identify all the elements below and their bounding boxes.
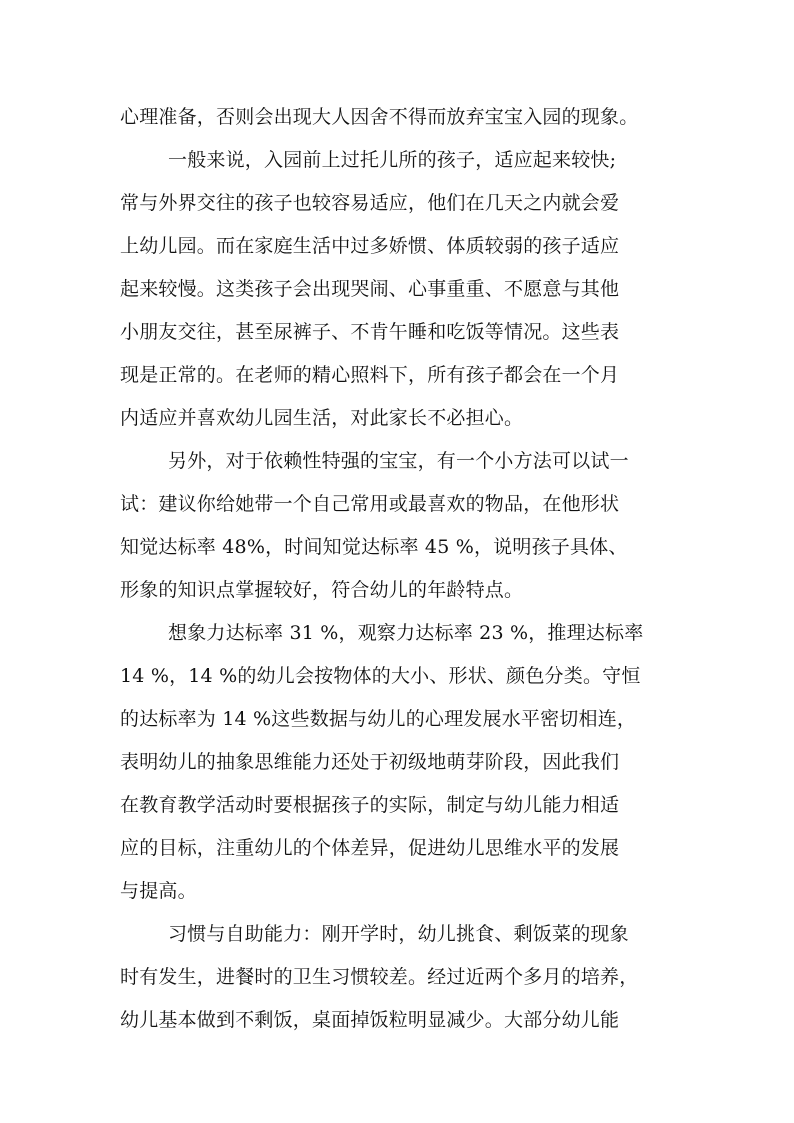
text-line-7: 现是正常的。在老师的精心照料下，所有孩子都会在一个月 <box>120 364 620 386</box>
text-line-14: 14 %，14 %的幼儿会按物体的大小、形状、颜色分类。守恒 <box>120 665 641 687</box>
text-line-1: 心理准备，否则会出现大人因舍不得而放弃宝宝入园的现象。 <box>120 106 639 128</box>
text-line-19: 与提高。 <box>120 880 197 902</box>
text-line-9: 另外，对于依赖性特强的宝宝，有一个小方法可以试一 <box>168 450 629 472</box>
text-line-18: 应的目标，注重幼儿的个体差异，促进幼儿思维水平的发展 <box>120 837 620 859</box>
text-line-6: 小朋友交往，甚至尿裤子、不肯午睡和吃饭等情况。这些表 <box>120 321 620 343</box>
text-line-4: 上幼儿园。而在家庭生活中过多娇惯、体质较弱的孩子适应 <box>120 235 620 257</box>
text-line-5: 起来较慢。这类孩子会出现哭闹、心事重重、不愿意与其他 <box>120 278 620 300</box>
text-line-2: 一般来说，入园前上过托儿所的孩子，适应起来较快; <box>168 149 617 171</box>
text-line-12: 形象的知识点掌握较好，符合幼儿的年龄特点。 <box>120 579 524 601</box>
text-line-17: 在教育教学活动时要根据孩子的实际，制定与幼儿能力相适 <box>120 794 620 816</box>
text-line-8: 内适应并喜欢幼儿园生活，对此家长不必担心。 <box>120 407 524 429</box>
text-line-11: 知觉达标率 48%，时间知觉达标率 45 %，说明孩子具体、 <box>120 536 628 558</box>
text-line-20: 习惯与自助能力：刚开学时，幼儿挑食、剩饭菜的现象 <box>168 923 629 945</box>
text-line-15: 的达标率为 14 %这些数据与幼儿的心理发展水平密切相连， <box>120 708 637 730</box>
text-line-21: 时有发生，进餐时的卫生习惯较差。经过近两个多月的培养， <box>120 966 639 988</box>
text-line-10: 试：建议你给她带一个自己常用或最喜欢的物品，在他形状 <box>120 493 620 515</box>
text-line-22: 幼儿基本做到不剩饭，桌面掉饭粒明显减少。大部分幼儿能 <box>120 1009 620 1031</box>
text-line-16: 表明幼儿的抽象思维能力还处于初级地萌芽阶段，因此我们 <box>120 751 620 773</box>
text-line-3: 常与外界交往的孩子也较容易适应，他们在几天之内就会爱 <box>120 192 620 214</box>
text-line-13: 想象力达标率 31 %，观察力达标率 23 %，推理达标率 <box>168 622 644 644</box>
